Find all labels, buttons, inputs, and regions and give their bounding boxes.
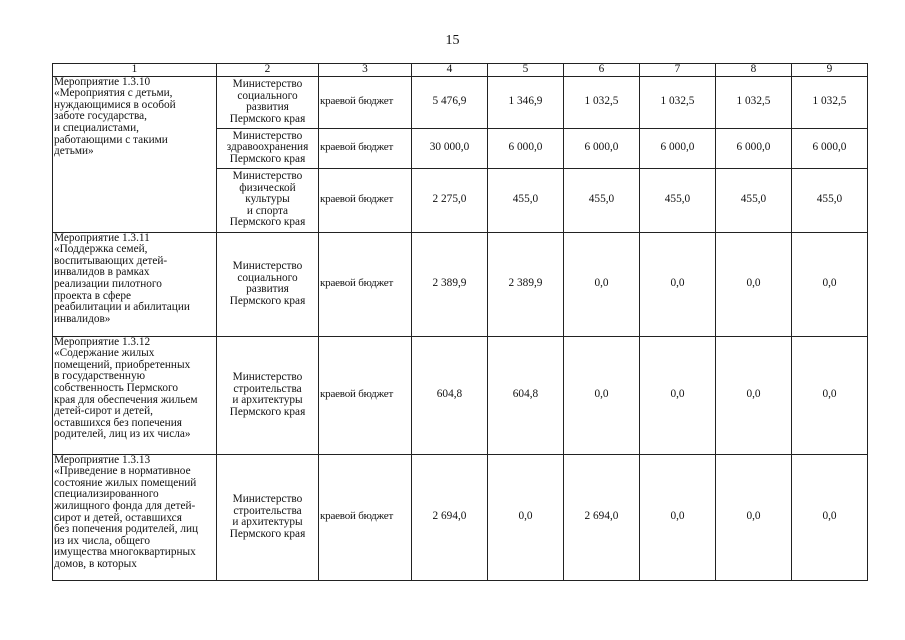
event-text-line: в государственную [54,370,146,383]
ministry-cell [217,128,319,168]
ministry-text-line: Пермского края [229,112,306,125]
column-header: 8 [716,64,792,77]
event-text-line: «Содержание жилых [54,347,155,360]
funding-source-cell: краевой бюджет [319,336,412,454]
column-header: 5 [488,64,564,77]
value-cell: 1 032,5 [716,76,792,128]
event-text-line: и специалистами, [54,121,139,134]
ministry-cell [217,168,319,232]
table-row [53,76,868,128]
event-text-line: родителей, лиц из их числа» [54,428,191,441]
value-cell: 604,8 [488,336,564,454]
event-cell [53,76,217,232]
value-cell: 455,0 [716,168,792,232]
page-number: 15 [445,33,460,48]
value-cell: 0,0 [640,336,716,454]
value-cell: 0,0 [640,454,716,580]
header-row [53,64,868,77]
value-cell: 5 476,9 [412,76,488,128]
event-text-line: инвалидов» [54,312,111,325]
event-text-line: без попечения родителей, лиц [54,523,199,536]
funding-source-cell: краевой бюджет [319,76,412,128]
ministry-text-line: Министерство [232,129,303,142]
ministry-text-line: физической [239,181,296,194]
column-header: 6 [564,64,640,77]
value-cell: 2 694,0 [564,454,640,580]
ministry-text-line: строительства [233,504,302,517]
event-text-line: края для обеспечения жильем [54,393,198,406]
ministry-text-line: Пермского края [229,152,306,165]
event-text-line: инвалидов в рамках [54,266,150,279]
event-text-line: «Мероприятия с детьми, [54,87,173,100]
event-text-line: собственность Пермского [54,381,178,394]
value-cell: 0,0 [564,336,640,454]
value-cell: 2 275,0 [412,168,488,232]
ministry-text-line: и архитектуры [232,516,303,529]
value-cell: 1 346,9 [488,76,564,128]
event-cell [53,454,217,580]
budget-table [52,63,868,581]
funding-source-cell: краевой бюджет [319,168,412,232]
event-text-line: сирот и детей, оставшихся [54,511,182,524]
event-text-line: имущества многоквартирных [54,546,196,559]
value-cell: 0,0 [716,336,792,454]
ministry-text-line: культуры [245,193,290,206]
event-text-line: реализации пилотного [54,277,162,290]
event-text-line: состояние жилых помещений [54,476,197,489]
event-text-line: Мероприятие 1.3.13 [54,454,151,466]
ministry-text-line: развития [246,283,289,296]
ministry-text-line: и спорта [246,204,289,217]
value-cell: 6 000,0 [640,128,716,168]
column-header: 2 [217,64,319,77]
event-text-line: воспитывающих детей- [54,254,168,267]
value-cell: 2 694,0 [412,454,488,580]
funding-source-cell: краевой бюджет [319,128,412,168]
ministry-cell [217,454,319,580]
ministry-text-line: Пермского края [229,527,306,540]
value-cell: 0,0 [716,454,792,580]
ministry-cell [217,76,319,128]
ministry-text-line: Министерство [232,77,303,90]
ministry-text-line: Министерство [232,492,303,505]
ministry-text-line: Министерство [232,370,303,383]
column-header: 7 [640,64,716,77]
event-text-line: Мероприятие 1.3.11 [54,232,150,244]
event-text-line: помещений, приобретенных [54,358,191,371]
event-text-line: детей-сирот и детей, [54,405,153,418]
value-cell: 30 000,0 [412,128,488,168]
event-text-line: работающими с такими [54,133,168,146]
event-text-line: оставшихся без попечения [54,416,182,429]
value-cell: 455,0 [488,168,564,232]
value-cell: 1 032,5 [564,76,640,128]
ministry-text-line: Пермского края [229,216,306,229]
value-cell: 6 000,0 [792,128,868,168]
event-text-line: проекта в сфере [54,289,132,302]
ministry-cell [217,336,319,454]
ministry-text-line: Пермского края [229,294,306,307]
event-text-line: из их числа, общего [54,534,151,547]
table-row [53,336,868,454]
value-cell: 0,0 [716,232,792,336]
funding-source-cell: краевой бюджет [319,454,412,580]
value-cell: 0,0 [564,232,640,336]
ministry-text-line: социального [237,89,298,102]
event-text-line: домов, в которых [54,557,137,570]
ministry-text-line: и архитектуры [232,394,303,407]
event-text-line: заботе государства, [54,110,147,123]
value-cell: 6 000,0 [564,128,640,168]
value-cell: 0,0 [488,454,564,580]
ministry-text-line: Министерство [232,259,303,272]
value-cell: 0,0 [640,232,716,336]
table-row [53,232,868,336]
value-cell: 455,0 [564,168,640,232]
value-cell: 0,0 [792,336,868,454]
value-cell: 1 032,5 [792,76,868,128]
event-cell [53,336,217,454]
value-cell: 455,0 [640,168,716,232]
ministry-text-line: Пермского края [229,405,306,418]
ministry-text-line: развития [246,101,289,114]
event-text-line: «Поддержка семей, [54,243,148,256]
event-cell [53,232,217,336]
column-header: 1 [53,64,217,77]
column-header: 9 [792,64,868,77]
column-header: 4 [412,64,488,77]
event-text-line: нуждающимися в особой [54,98,176,111]
value-cell: 604,8 [412,336,488,454]
value-cell: 6 000,0 [488,128,564,168]
event-text-line: детьми» [54,145,94,158]
value-cell: 1 032,5 [640,76,716,128]
column-header: 3 [319,64,412,77]
value-cell: 455,0 [792,168,868,232]
ministry-text-line: Министерство [232,170,303,183]
event-text-line: жилищного фонда для детей- [54,499,196,512]
table-row [53,454,868,580]
event-text-line: «Приведение в нормативное [54,465,191,478]
value-cell: 6 000,0 [716,128,792,168]
funding-source-cell: краевой бюджет [319,232,412,336]
value-cell: 0,0 [792,232,868,336]
value-cell: 0,0 [792,454,868,580]
ministry-text-line: здравоохранения [226,141,309,154]
value-cell: 2 389,9 [488,232,564,336]
event-text-line: Мероприятие 1.3.10 [54,76,151,88]
event-text-line: специализированного [54,488,159,501]
ministry-text-line: строительства [233,382,302,395]
ministry-cell [217,232,319,336]
value-cell: 2 389,9 [412,232,488,336]
ministry-text-line: социального [237,271,298,284]
event-text-line: реабилитации и абилитации [54,301,190,314]
event-text-line: Мероприятие 1.3.12 [54,336,151,348]
